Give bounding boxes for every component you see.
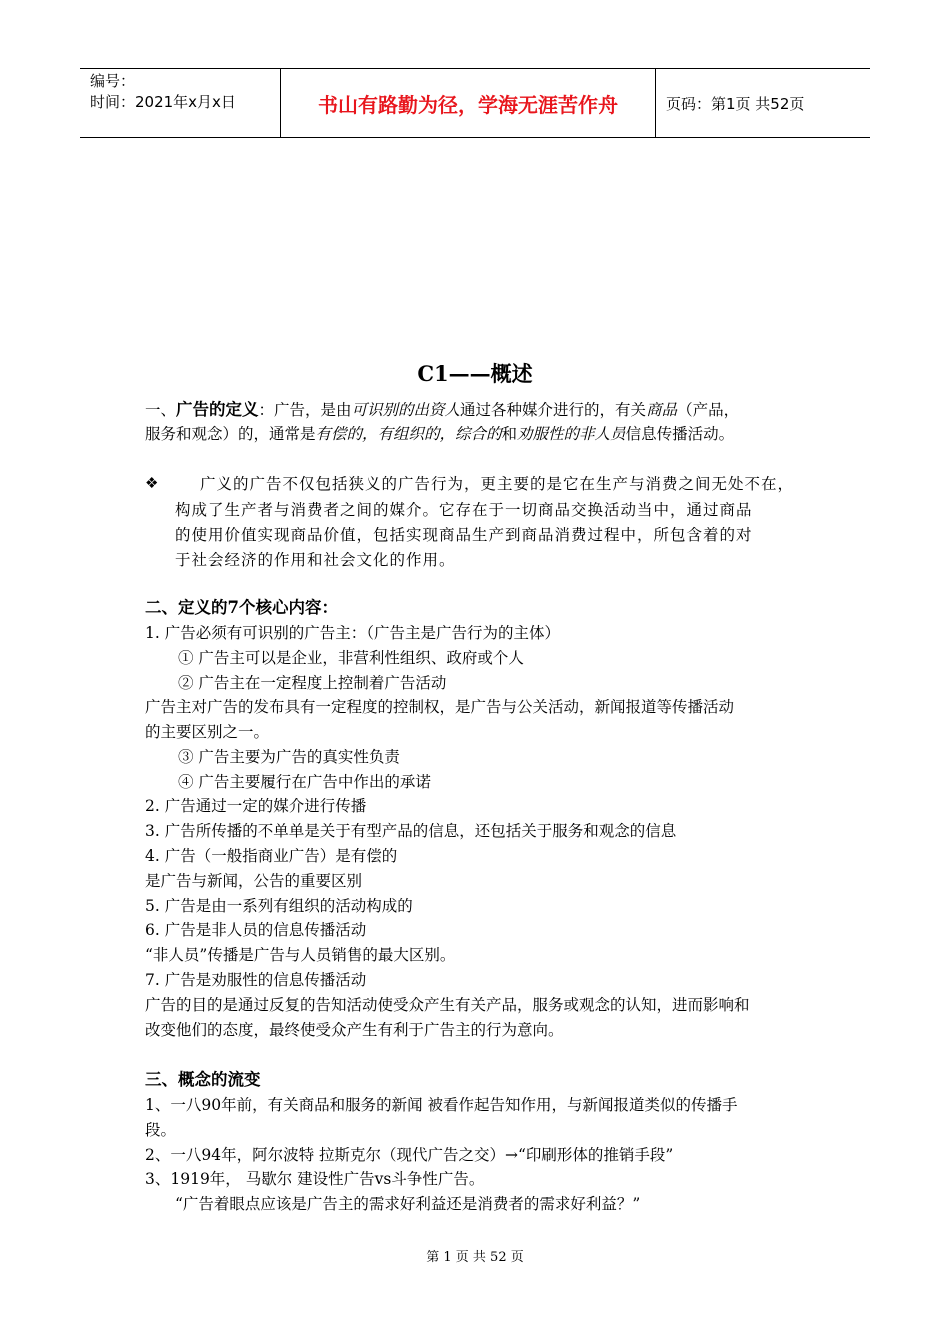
core-note: 广告主对广告的发布具有一定程度的控制权，是广告与公关活动，新闻报道等传播活动 bbox=[145, 698, 735, 716]
definition-emphasis: 有偿的，有组织的，综合的 bbox=[315, 425, 502, 443]
evolution-item: 2、一八94年，阿尔波特 拉斯克尔（现代广告之交）→“印刷形体的推销手段” bbox=[145, 1146, 674, 1164]
core-subitem: ③ 广告主要为广告的真实性负责 bbox=[178, 748, 400, 766]
evolution-item: 1、一八90年前，有关商品和服务的新闻 被看作起告知作用，与新闻报道类似的传播手 bbox=[145, 1096, 738, 1114]
diamond-bullet-icon: ❖ bbox=[145, 474, 159, 492]
section-number: 一、 bbox=[145, 401, 177, 419]
core-note: 是广告与新闻，公告的重要区别 bbox=[145, 872, 363, 890]
core-item: 5. 广告是由一系列有组织的活动构成的 bbox=[145, 897, 413, 915]
definition-emphasis: 可识别的出资人 bbox=[351, 401, 461, 419]
core-contents-heading: 二、定义的7个核心内容： bbox=[145, 598, 338, 617]
time-label: 时间：2021年x月x日 bbox=[90, 93, 236, 111]
broad-definition-line: 广义的广告不仅包括狭义的广告行为，更主要的是它在生产与消费之间无处不在， bbox=[200, 475, 795, 493]
evolution-item: 3、1919年， 马歇尔 建设性广告vs斗争性广告。 bbox=[145, 1170, 485, 1188]
definition-emphasis: 劝服性的非人员 bbox=[517, 425, 626, 443]
core-item: 4. 广告（一般指商业广告）是有偿的 bbox=[145, 847, 398, 865]
broad-definition-line: 的使用价值实现商品价值，包括实现商品生产到商品消费过程中，所包含着的对 bbox=[175, 526, 753, 544]
definition-emphasis: 商品 bbox=[646, 401, 678, 419]
core-subitem: ① 广告主可以是企业，非营利性组织、政府或个人 bbox=[178, 649, 524, 667]
definition-heading: 广告的定义 bbox=[176, 400, 259, 419]
page-footer: 第 1 页 共 52 页 bbox=[426, 1250, 524, 1265]
header-page-number: 页码：第1页 共52页 bbox=[666, 94, 805, 113]
evolution-quote: “广告着眼点应该是广告主的需求好利益还是消费者的需求好利益？” bbox=[175, 1195, 641, 1213]
definition-text: 通过各种媒介进行的，有关 bbox=[460, 401, 647, 419]
definition-line-2 bbox=[145, 424, 734, 444]
core-item: 7. 广告是劝服性的信息传播活动 bbox=[145, 971, 367, 989]
core-note: 改变他们的态度，最终使受众产生有利于广告主的行为意向。 bbox=[145, 1021, 564, 1039]
core-note: “非人员”传播是广告与人员销售的最大区别。 bbox=[145, 946, 456, 964]
definition-text: ：广告，是由 bbox=[258, 401, 352, 419]
concept-evolution-heading: 三、概念的流变 bbox=[145, 1070, 261, 1089]
core-item: 6. 广告是非人员的信息传播活动 bbox=[145, 921, 367, 939]
core-item: 1. 广告必须有可识别的广告主：（广告主是广告行为的主体） bbox=[145, 624, 560, 642]
header-meta bbox=[80, 69, 280, 137]
definition-text: 服务和观念）的，通常是 bbox=[145, 425, 316, 443]
core-subitem: ② 广告主在一定程度上控制着广告活动 bbox=[178, 674, 447, 692]
core-note: 的主要区别之一。 bbox=[145, 723, 270, 741]
number-label: 编号： bbox=[90, 72, 136, 90]
core-item: 2. 广告通过一定的媒介进行传播 bbox=[145, 797, 367, 815]
core-subitem: ④ 广告主要履行在广告中作出的承诺 bbox=[178, 773, 431, 791]
evolution-item: 段。 bbox=[145, 1121, 177, 1139]
definition-text: 和 bbox=[501, 425, 518, 443]
definition-text: （产品， bbox=[677, 401, 740, 419]
broad-definition-line: 于社会经济的作用和社会文化的作用。 bbox=[175, 551, 456, 569]
page-header bbox=[80, 68, 870, 138]
header-motto: 书山有路勤为径，学海无涯苦作舟 bbox=[280, 69, 656, 137]
broad-definition-line: 构成了生产者与消费者之间的媒介。它存在于一切商品交换活动当中，通过商品 bbox=[175, 501, 753, 519]
definition-line-1 bbox=[145, 400, 739, 420]
core-note: 广告的目的是通过反复的告知活动使受众产生有关产品，服务或观念的认知，进而影响和 bbox=[145, 996, 750, 1014]
chapter-title: C1——概述 bbox=[417, 361, 533, 386]
core-item: 3. 广告所传播的不单单是关于有型产品的信息，还包括关于服务和观念的信息 bbox=[145, 822, 677, 840]
definition-text: 信息传播活动。 bbox=[625, 425, 735, 443]
